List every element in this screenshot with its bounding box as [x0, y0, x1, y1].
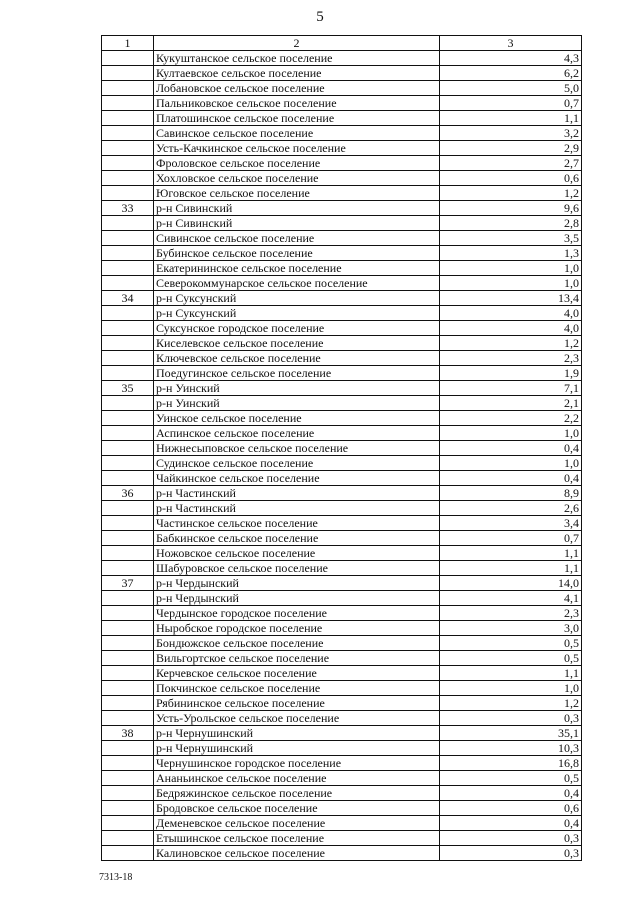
page-number: 5 — [316, 9, 324, 25]
row-name-cell: р-н Частинский — [154, 486, 440, 501]
row-name-cell: Бродовское сельское поселение — [154, 801, 440, 816]
row-value-cell: 3,2 — [440, 126, 582, 141]
row-number-cell — [102, 81, 154, 96]
row-name-cell: Поедугинское сельское поселение — [154, 366, 440, 381]
row-value-cell: 2,2 — [440, 411, 582, 426]
row-number-cell — [102, 546, 154, 561]
table-row — [102, 681, 582, 696]
row-value-cell: 0,5 — [440, 636, 582, 651]
row-number-cell — [102, 366, 154, 381]
row-number-cell — [102, 96, 154, 111]
row-name-cell: р-н Уинский — [154, 396, 440, 411]
table-row — [102, 801, 582, 816]
row-number-cell — [102, 846, 154, 861]
row-value-cell: 1,2 — [440, 336, 582, 351]
row-number-cell — [102, 816, 154, 831]
row-value-cell: 1,1 — [440, 546, 582, 561]
row-value-cell: 1,9 — [440, 366, 582, 381]
row-name-cell: Бедряжинское сельское поселение — [154, 786, 440, 801]
row-name-cell: Ключевское сельское поселение — [154, 351, 440, 366]
row-name-cell: Керчевское сельское поселение — [154, 666, 440, 681]
table-row — [102, 66, 582, 81]
table-row — [102, 261, 582, 276]
row-name-cell: р-н Чернушинский — [154, 726, 440, 741]
row-name-cell: Ныробское городское поселение — [154, 621, 440, 636]
row-name-cell: Юговское сельское поселение — [154, 186, 440, 201]
row-number-cell — [102, 351, 154, 366]
row-value-cell: 1,1 — [440, 561, 582, 576]
row-name-cell: Шабуровское сельское поселение — [154, 561, 440, 576]
row-number-cell — [102, 141, 154, 156]
row-name-cell: Фроловское сельское поселение — [154, 156, 440, 171]
row-name-cell: Лобановское сельское поселение — [154, 81, 440, 96]
row-value-cell: 1,2 — [440, 186, 582, 201]
row-value-cell: 16,8 — [440, 756, 582, 771]
document-code: 7313-18 — [99, 872, 133, 883]
row-name-cell: Бабкинское сельское поселение — [154, 531, 440, 546]
table-row — [102, 231, 582, 246]
row-value-cell: 2,3 — [440, 351, 582, 366]
table-row — [102, 636, 582, 651]
table-row — [102, 291, 582, 306]
table-row — [102, 306, 582, 321]
row-name-cell: Чайкинское сельское поселение — [154, 471, 440, 486]
row-value-cell: 3,0 — [440, 621, 582, 636]
row-value-cell: 7,1 — [440, 381, 582, 396]
row-name-cell: Вильгортское сельское поселение — [154, 651, 440, 666]
table-row — [102, 396, 582, 411]
row-number-cell — [102, 471, 154, 486]
row-name-cell: р-н Суксунский — [154, 306, 440, 321]
row-number-cell — [102, 171, 154, 186]
row-number-cell — [102, 321, 154, 336]
row-value-cell: 13,4 — [440, 291, 582, 306]
row-number-cell — [102, 261, 154, 276]
row-name-cell: р-н Частинский — [154, 501, 440, 516]
row-number-cell — [102, 426, 154, 441]
row-name-cell: р-н Сивинский — [154, 201, 440, 216]
table-row — [102, 666, 582, 681]
row-name-cell: Уинское сельское поселение — [154, 411, 440, 426]
row-name-cell: Кукуштанское сельское поселение — [154, 51, 440, 66]
row-value-cell: 14,0 — [440, 576, 582, 591]
row-number-cell — [102, 231, 154, 246]
row-number-cell — [102, 336, 154, 351]
table-row — [102, 126, 582, 141]
table-row — [102, 501, 582, 516]
header-col-1: 1 — [102, 36, 154, 51]
row-name-cell: Бубинское сельское поселение — [154, 246, 440, 261]
table-row — [102, 576, 582, 591]
row-value-cell: 1,0 — [440, 426, 582, 441]
row-name-cell: Бондюжское сельское поселение — [154, 636, 440, 651]
table-row — [102, 726, 582, 741]
table-row — [102, 201, 582, 216]
row-value-cell: 1,0 — [440, 681, 582, 696]
row-number-cell — [102, 531, 154, 546]
row-value-cell: 3,5 — [440, 231, 582, 246]
row-name-cell: Пальниковское сельское поселение — [154, 96, 440, 111]
row-value-cell: 1,3 — [440, 246, 582, 261]
row-number-cell — [102, 111, 154, 126]
row-value-cell: 0,5 — [440, 771, 582, 786]
row-name-cell: Платошинское сельское поселение — [154, 111, 440, 126]
row-value-cell: 0,7 — [440, 96, 582, 111]
row-value-cell: 2,6 — [440, 501, 582, 516]
table-row — [102, 846, 582, 861]
row-name-cell: р-н Сивинский — [154, 216, 440, 231]
row-value-cell: 4,3 — [440, 51, 582, 66]
data-table — [101, 35, 582, 861]
row-number-cell: 38 — [102, 726, 154, 741]
table-row — [102, 111, 582, 126]
row-value-cell: 0,4 — [440, 441, 582, 456]
table-row — [102, 81, 582, 96]
row-value-cell: 35,1 — [440, 726, 582, 741]
table-row — [102, 741, 582, 756]
table-row — [102, 756, 582, 771]
row-value-cell: 0,4 — [440, 816, 582, 831]
row-value-cell: 2,3 — [440, 606, 582, 621]
header-col-3: 3 — [440, 36, 582, 51]
row-number-cell: 35 — [102, 381, 154, 396]
table-row — [102, 651, 582, 666]
row-value-cell: 1,1 — [440, 666, 582, 681]
table-row — [102, 771, 582, 786]
row-number-cell: 36 — [102, 486, 154, 501]
table-body — [102, 51, 582, 861]
row-number-cell — [102, 621, 154, 636]
row-value-cell: 1,0 — [440, 261, 582, 276]
row-value-cell: 6,2 — [440, 66, 582, 81]
row-number-cell: 34 — [102, 291, 154, 306]
row-name-cell: Частинское сельское поселение — [154, 516, 440, 531]
row-number-cell — [102, 51, 154, 66]
table-row — [102, 366, 582, 381]
row-value-cell: 0,6 — [440, 171, 582, 186]
row-value-cell: 0,6 — [440, 801, 582, 816]
table-row — [102, 426, 582, 441]
row-number-cell: 33 — [102, 201, 154, 216]
row-name-cell: р-н Чердынский — [154, 576, 440, 591]
table-row — [102, 441, 582, 456]
row-value-cell: 10,3 — [440, 741, 582, 756]
table-row — [102, 171, 582, 186]
row-value-cell: 0,3 — [440, 711, 582, 726]
row-number-cell — [102, 756, 154, 771]
row-number-cell — [102, 156, 154, 171]
row-value-cell: 4,1 — [440, 591, 582, 606]
row-name-cell: Покчинское сельское поселение — [154, 681, 440, 696]
row-name-cell: Култаевское сельское поселение — [154, 66, 440, 81]
row-name-cell: Чердынское городское поселение — [154, 606, 440, 621]
table-row — [102, 621, 582, 636]
row-number-cell — [102, 216, 154, 231]
row-name-cell: Етышинское сельское поселение — [154, 831, 440, 846]
row-name-cell: Усть-Качкинское сельское поселение — [154, 141, 440, 156]
row-name-cell: Рябининское сельское поселение — [154, 696, 440, 711]
row-number-cell — [102, 186, 154, 201]
row-value-cell: 0,7 — [440, 531, 582, 546]
row-number-cell — [102, 801, 154, 816]
table-row — [102, 591, 582, 606]
row-number-cell — [102, 651, 154, 666]
row-number-cell — [102, 741, 154, 756]
table-row — [102, 546, 582, 561]
row-name-cell: Екатерининское сельское поселение — [154, 261, 440, 276]
row-name-cell: р-н Уинский — [154, 381, 440, 396]
table-row — [102, 411, 582, 426]
row-value-cell: 1,0 — [440, 456, 582, 471]
header-col-2: 2 — [154, 36, 440, 51]
row-name-cell: Судинское сельское поселение — [154, 456, 440, 471]
table-row — [102, 96, 582, 111]
table-header-row — [102, 36, 582, 51]
row-number-cell — [102, 606, 154, 621]
table-row — [102, 696, 582, 711]
table-row — [102, 816, 582, 831]
row-name-cell: Савинское сельское поселение — [154, 126, 440, 141]
row-value-cell: 8,9 — [440, 486, 582, 501]
row-number-cell — [102, 66, 154, 81]
row-value-cell: 0,3 — [440, 831, 582, 846]
row-name-cell: р-н Суксунский — [154, 291, 440, 306]
row-name-cell: Хохловское сельское поселение — [154, 171, 440, 186]
row-value-cell: 0,5 — [440, 651, 582, 666]
row-name-cell: Чернушинское городское поселение — [154, 756, 440, 771]
row-value-cell: 4,0 — [440, 306, 582, 321]
row-number-cell — [102, 411, 154, 426]
table-row — [102, 186, 582, 201]
row-value-cell: 9,6 — [440, 201, 582, 216]
table-row — [102, 486, 582, 501]
row-number-cell — [102, 681, 154, 696]
row-number-cell — [102, 771, 154, 786]
row-number-cell — [102, 561, 154, 576]
table-row — [102, 456, 582, 471]
row-name-cell: Аспинское сельское поселение — [154, 426, 440, 441]
table-row — [102, 156, 582, 171]
row-number-cell — [102, 396, 154, 411]
table-row — [102, 561, 582, 576]
row-number-cell — [102, 591, 154, 606]
row-name-cell: Ножовское сельское поселение — [154, 546, 440, 561]
row-name-cell: Сивинское сельское поселение — [154, 231, 440, 246]
row-number-cell — [102, 456, 154, 471]
table-row — [102, 276, 582, 291]
row-number-cell — [102, 306, 154, 321]
table-row — [102, 351, 582, 366]
table-row — [102, 831, 582, 846]
row-value-cell: 1,0 — [440, 276, 582, 291]
row-name-cell: Северокоммунарское сельское поселение — [154, 276, 440, 291]
table-row — [102, 606, 582, 621]
row-number-cell: 37 — [102, 576, 154, 591]
row-name-cell: Калиновское сельское поселение — [154, 846, 440, 861]
row-number-cell — [102, 441, 154, 456]
table-row — [102, 471, 582, 486]
row-number-cell — [102, 276, 154, 291]
table-row — [102, 51, 582, 66]
row-number-cell — [102, 126, 154, 141]
row-value-cell: 0,4 — [440, 786, 582, 801]
row-number-cell — [102, 246, 154, 261]
row-value-cell: 2,1 — [440, 396, 582, 411]
row-number-cell — [102, 831, 154, 846]
table-row — [102, 321, 582, 336]
table-row — [102, 711, 582, 726]
row-number-cell — [102, 711, 154, 726]
row-number-cell — [102, 501, 154, 516]
row-number-cell — [102, 666, 154, 681]
row-value-cell: 2,7 — [440, 156, 582, 171]
row-value-cell: 1,1 — [440, 111, 582, 126]
table-row — [102, 516, 582, 531]
row-value-cell: 5,0 — [440, 81, 582, 96]
row-name-cell: Суксунское городское поселение — [154, 321, 440, 336]
table-row — [102, 381, 582, 396]
row-name-cell: р-н Чернушинский — [154, 741, 440, 756]
row-number-cell — [102, 786, 154, 801]
row-number-cell — [102, 636, 154, 651]
row-number-cell — [102, 696, 154, 711]
row-name-cell: Деменевское сельское поселение — [154, 816, 440, 831]
row-value-cell: 2,8 — [440, 216, 582, 231]
row-value-cell: 0,3 — [440, 846, 582, 861]
table-row — [102, 531, 582, 546]
row-value-cell: 0,4 — [440, 471, 582, 486]
row-value-cell: 4,0 — [440, 321, 582, 336]
row-number-cell — [102, 516, 154, 531]
table-row — [102, 336, 582, 351]
row-name-cell: Киселевское сельское поселение — [154, 336, 440, 351]
row-name-cell: Ананьинское сельское поселение — [154, 771, 440, 786]
row-name-cell: Нижнесыповское сельское поселение — [154, 441, 440, 456]
row-name-cell: р-н Чердынский — [154, 591, 440, 606]
table-row — [102, 141, 582, 156]
row-value-cell: 3,4 — [440, 516, 582, 531]
table-row — [102, 216, 582, 231]
table-row — [102, 786, 582, 801]
table-row — [102, 246, 582, 261]
row-value-cell: 2,9 — [440, 141, 582, 156]
row-name-cell: Усть-Урольское сельское поселение — [154, 711, 440, 726]
row-value-cell: 1,2 — [440, 696, 582, 711]
